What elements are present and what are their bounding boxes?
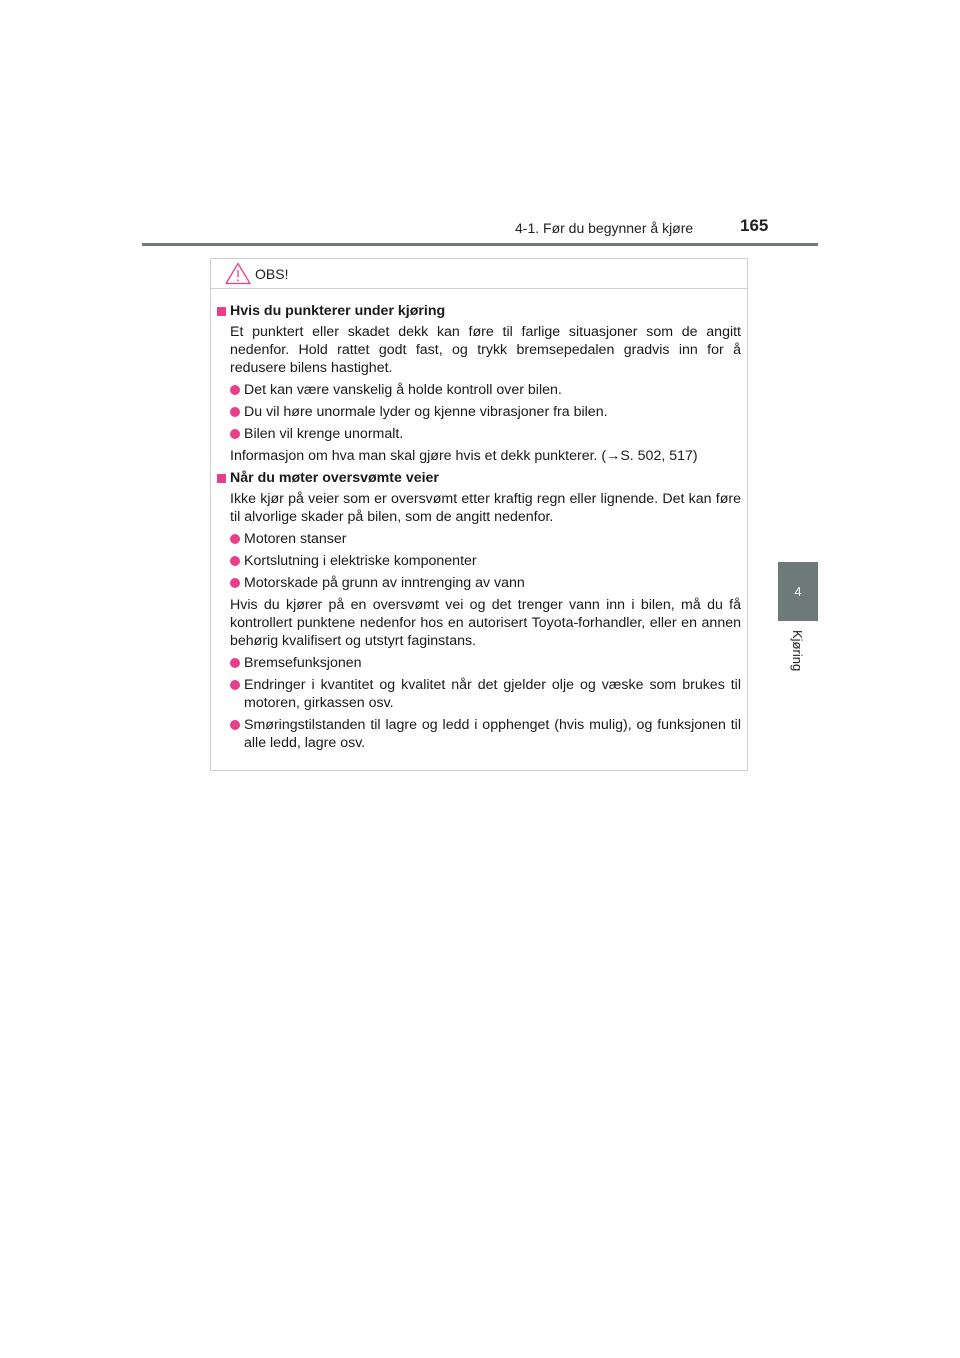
list-item-text: Motoren stanser xyxy=(244,531,347,547)
bullet-icon xyxy=(230,429,240,439)
section-heading-text: Når du møter oversvømte veier xyxy=(230,470,439,486)
warning-title: OBS! xyxy=(255,265,289,282)
bullet-icon xyxy=(230,385,240,395)
list-item xyxy=(230,716,741,752)
warning-header xyxy=(211,259,747,289)
paragraph: Hvis du kjører på en oversvømt vei og det trenger vann inn i bilen, må du få kontrollert punktene nedenfor hos en autorisert Toyota-forhandler, eller en annen behørig kvalifisert og utstyrt faginstans. xyxy=(230,597,741,649)
section-heading xyxy=(217,302,741,320)
list-item-text: Bremsefunksjonen xyxy=(244,655,362,671)
warning-triangle-icon xyxy=(225,262,251,285)
list-item xyxy=(230,530,741,548)
warning-box xyxy=(210,258,748,771)
bullet-icon xyxy=(230,680,240,690)
paragraph: Informasjon om hva man skal gjøre hvis et dekk punkterer. (→S. 502, 517) xyxy=(230,448,698,464)
paragraph: Ikke kjør på veier som er oversvømt etter kraftig regn eller lignende. Det kan føre til alvorlige skader på bilen, som de angitt nedenfor. xyxy=(230,491,741,525)
bullet-icon xyxy=(230,720,240,730)
list-item xyxy=(230,403,741,421)
section-title: 4-1. Før du begynner å kjøre xyxy=(515,220,694,236)
bullet-icon xyxy=(230,534,240,544)
warning-body xyxy=(211,289,747,752)
section-heading xyxy=(217,469,741,487)
list-item xyxy=(230,574,741,592)
list-item xyxy=(230,425,741,443)
list-item xyxy=(230,654,741,672)
bullet-icon xyxy=(230,658,240,668)
paragraph: Et punktert eller skadet dekk kan føre til farlige situasjoner som de angitt nedenfor. Hold rattet godt fast, og trykk bremsepedalen gradvis inn for å redusere bilens hastighet. xyxy=(230,324,741,376)
chapter-label: Kjøring xyxy=(790,630,805,672)
list-item xyxy=(230,676,741,712)
square-bullet-icon xyxy=(217,307,226,316)
list-item-text: Motorskade på grunn av inntrenging av vann xyxy=(244,575,525,591)
list-item-text: Du vil høre unormale lyder og kjenne vibrasjoner fra bilen. xyxy=(244,404,608,420)
list-item-text: Smøringstilstanden til lagre og ledd i opphenget (hvis mulig), og funksjonen til alle ledd, lagre osv. xyxy=(244,717,741,751)
section-heading-text: Hvis du punkterer under kjøring xyxy=(230,303,446,319)
square-bullet-icon xyxy=(217,474,226,483)
header-rule xyxy=(142,243,818,246)
list-item-text: Kortslutning i elektriske komponenter xyxy=(244,553,477,569)
list-item-text: Bilen vil krenge unormalt. xyxy=(244,426,404,442)
bullet-icon xyxy=(230,578,240,588)
list-item xyxy=(230,381,741,399)
page-number: 165 xyxy=(740,216,769,235)
bullet-icon xyxy=(230,556,240,566)
chapter-tab: 4 xyxy=(778,562,818,621)
list-item-text: Endringer i kvantitet og kvalitet når det gjelder olje og væske som brukes til motoren, girkassen osv. xyxy=(244,677,741,711)
list-item-text: Det kan være vanskelig å holde kontroll over bilen. xyxy=(244,382,562,398)
list-item xyxy=(230,552,741,570)
bullet-icon xyxy=(230,407,240,417)
